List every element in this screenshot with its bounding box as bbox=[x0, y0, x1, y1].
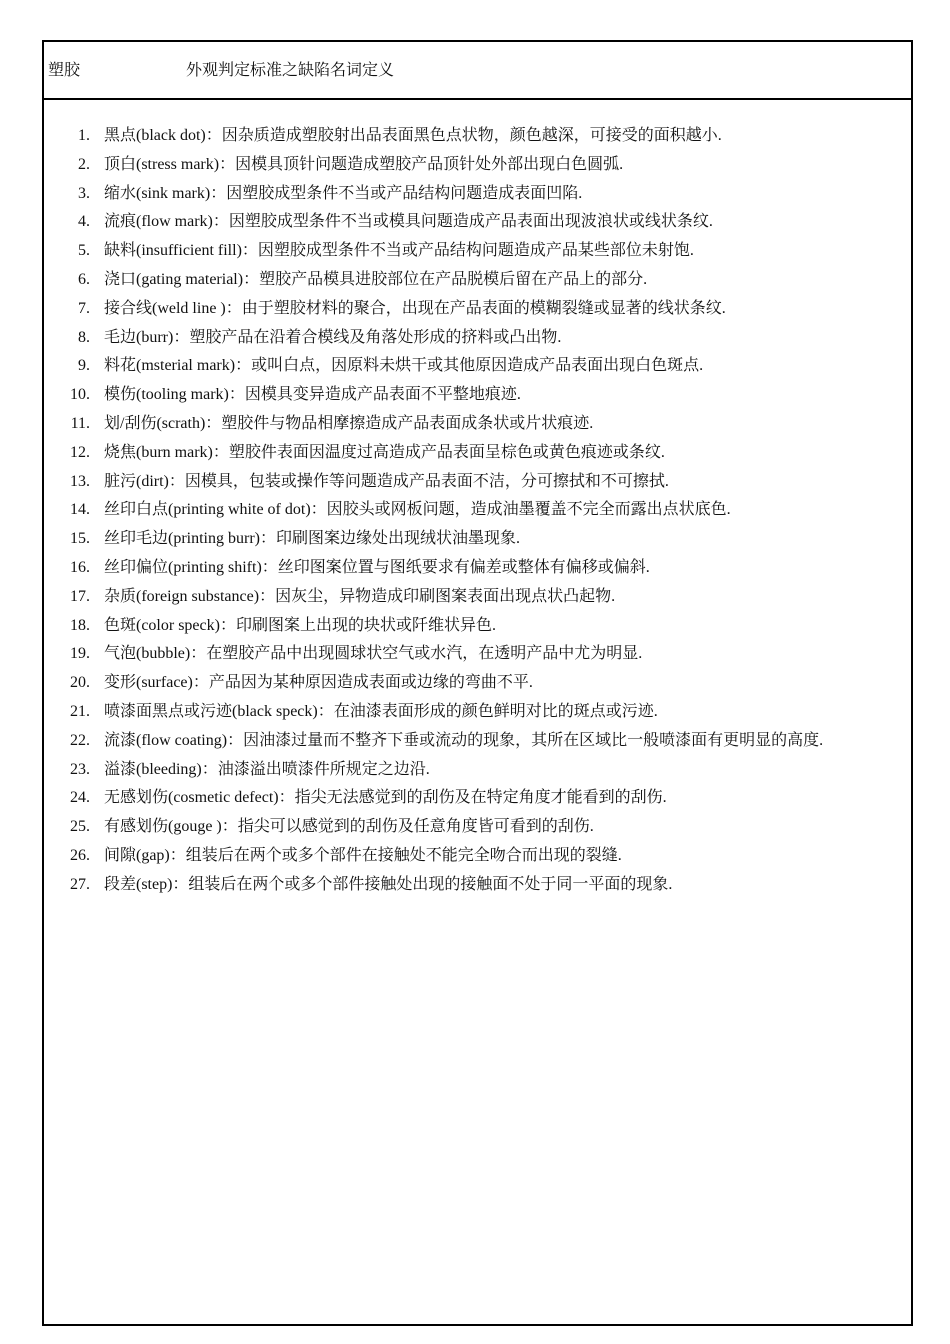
item-number: 3. bbox=[78, 184, 90, 202]
item-number: 7. bbox=[78, 299, 90, 317]
item-number: 2. bbox=[78, 155, 90, 173]
item-number: 12. bbox=[70, 443, 90, 461]
definition-text: 丝印偏位(printing shift)：丝印图案位置与图纸要求有偏差或整体有偏移或偏斜. bbox=[104, 558, 650, 576]
definition-text: 毛边(burr)：塑胶产品在沿着合模线及角落处形成的挤料或凸出物. bbox=[104, 328, 562, 346]
item-number: 22. bbox=[70, 731, 90, 749]
item-number: 4. bbox=[78, 213, 90, 231]
item-number: 20. bbox=[70, 674, 90, 692]
item-number: 25. bbox=[70, 818, 90, 836]
definition-text: 料花(msterial mark)：或叫白点，因原料未烘干或其他原因造成产品表面出现白色斑点. bbox=[104, 357, 704, 375]
definition-text: 模伤(tooling mark)：因模具变异造成产品表面不平整地痕迹. bbox=[104, 386, 521, 404]
item-number: 10. bbox=[70, 386, 90, 404]
definition-item bbox=[44, 727, 911, 756]
definition-text: 缺料(insufficient fill)：因塑胶成型条件不当或产品结构问题造成产品某些部位未射饱. bbox=[104, 242, 694, 260]
definition-item bbox=[44, 208, 911, 237]
definition-text: 溢漆(bleeding)：油漆溢出喷漆件所规定之边沿. bbox=[104, 760, 430, 778]
definition-item bbox=[44, 151, 911, 180]
page-title: 外观判定标准之缺陷名词定义 bbox=[186, 60, 395, 79]
definition-item bbox=[44, 612, 911, 641]
definition-item bbox=[44, 266, 911, 295]
definition-item bbox=[44, 640, 911, 669]
definition-text: 色斑(color speck)：印刷图案上出现的块状或阡维状异色. bbox=[104, 616, 496, 634]
item-number: 14. bbox=[70, 501, 90, 519]
definition-item bbox=[44, 295, 911, 324]
item-number: 9. bbox=[78, 357, 90, 375]
definition-item bbox=[44, 669, 911, 698]
item-number: 17. bbox=[70, 587, 90, 605]
definition-text: 气泡(bubble)：在塑胶产品中出现圆球状空气或水汽，在透明产品中尤为明显. bbox=[104, 645, 643, 663]
definition-item bbox=[44, 352, 911, 381]
item-number: 19. bbox=[70, 645, 90, 663]
definition-text: 烧焦(burn mark)：塑胶件表面因温度过高造成产品表面呈棕色或黄色痕迹或条纹. bbox=[104, 443, 665, 461]
item-number: 16. bbox=[70, 558, 90, 576]
document-frame bbox=[42, 40, 913, 1326]
definition-item bbox=[44, 842, 911, 871]
definition-item bbox=[44, 237, 911, 266]
definition-text: 流痕(flow mark)：因塑胶成型条件不当或模具问题造成产品表面出现波浪状或线状条纹. bbox=[104, 213, 713, 231]
definition-text: 脏污(dirt)：因模具，包装或操作等问题造成产品表面不洁，分可擦拭和不可擦拭. bbox=[104, 472, 669, 490]
header-category: 塑胶 bbox=[48, 60, 81, 79]
definition-text: 间隙(gap)：组装后在两个或多个部件在接触处不能完全吻合而出现的裂缝. bbox=[104, 846, 622, 864]
definition-text: 段差(step)：组装后在两个或多个部件接触处出现的接触面不处于同一平面的现象. bbox=[104, 875, 673, 893]
definition-item bbox=[44, 324, 911, 353]
item-number: 5. bbox=[78, 242, 90, 260]
definition-text: 变形(surface)：产品因为某种原因造成表面或边缘的弯曲不平. bbox=[104, 674, 533, 692]
definition-text: 丝印白点(printing white of dot)：因胶头或网板问题，造成油墨覆盖不完全而露出点状底色. bbox=[104, 501, 731, 519]
definition-item bbox=[44, 554, 911, 583]
definition-item bbox=[44, 525, 911, 554]
definition-item bbox=[44, 784, 911, 813]
definition-text: 有感划伤(gouge )：指尖可以感觉到的刮伤及任意角度皆可看到的刮伤. bbox=[104, 818, 594, 836]
definition-item bbox=[44, 180, 911, 209]
definition-item bbox=[44, 439, 911, 468]
item-number: 15. bbox=[70, 530, 90, 548]
item-number: 8. bbox=[78, 328, 90, 346]
definition-list bbox=[44, 122, 911, 900]
item-number: 18. bbox=[70, 616, 90, 634]
item-number: 21. bbox=[70, 702, 90, 720]
definition-text: 浇口(gating material)：塑胶产品模具进胶部位在产品脱模后留在产品上的部分. bbox=[104, 270, 648, 288]
item-number: 27. bbox=[70, 875, 90, 893]
definition-item bbox=[44, 698, 911, 727]
definition-text: 划/刮伤(scrath)：塑胶件与物品相摩擦造成产品表面成条状或片状痕迹. bbox=[104, 414, 594, 432]
definition-text: 喷漆面黑点或污迹(black speck)：在油漆表面形成的颜色鲜明对比的斑点或污迹. bbox=[104, 702, 658, 720]
definition-text: 流漆(flow coating)：因油漆过量而不整齐下垂或流动的现象，其所在区域比一般喷漆面有更明显的高度. bbox=[104, 731, 824, 749]
definition-item bbox=[44, 871, 911, 900]
item-number: 24. bbox=[70, 789, 90, 807]
header-row bbox=[44, 42, 911, 100]
definition-item bbox=[44, 410, 911, 439]
definition-text: 杂质(foreign substance)：因灰尘，异物造成印刷图案表面出现点状凸起物. bbox=[104, 587, 616, 605]
item-number: 13. bbox=[70, 472, 90, 490]
definition-text: 无感划伤(cosmetic defect)：指尖无法感觉到的刮伤及在特定角度才能看到的刮伤. bbox=[104, 789, 667, 807]
definition-item bbox=[44, 756, 911, 785]
item-number: 11. bbox=[70, 414, 90, 432]
item-number: 26. bbox=[70, 846, 90, 864]
definition-item bbox=[44, 381, 911, 410]
item-number: 1. bbox=[78, 127, 90, 144]
definition-text: 顶白(stress mark)：因模具顶针问题造成塑胶产品顶针处外部出现白色圆弧. bbox=[104, 155, 624, 173]
definition-item bbox=[44, 468, 911, 497]
item-number: 23. bbox=[70, 760, 90, 778]
definition-item bbox=[44, 583, 911, 612]
item-number: 6. bbox=[78, 270, 90, 288]
definition-item bbox=[44, 813, 911, 842]
definition-text: 接合线(weld line )：由于塑胶材料的聚合，出现在产品表面的模糊裂缝或显著的线状条纹. bbox=[104, 299, 726, 317]
definition-text: 黑点(black dot)：因杂质造成塑胶射出品表面黑色点状物，颜色越深，可接受的面积越小. bbox=[104, 127, 722, 144]
definition-text: 缩水(sink mark)：因塑胶成型条件不当或产品结构问题造成表面凹陷. bbox=[104, 184, 583, 202]
definition-text: 丝印毛边(printing burr)：印刷图案边缘处出现绒状油墨现象. bbox=[104, 530, 520, 548]
definition-item bbox=[44, 122, 911, 151]
definition-item bbox=[44, 496, 911, 525]
